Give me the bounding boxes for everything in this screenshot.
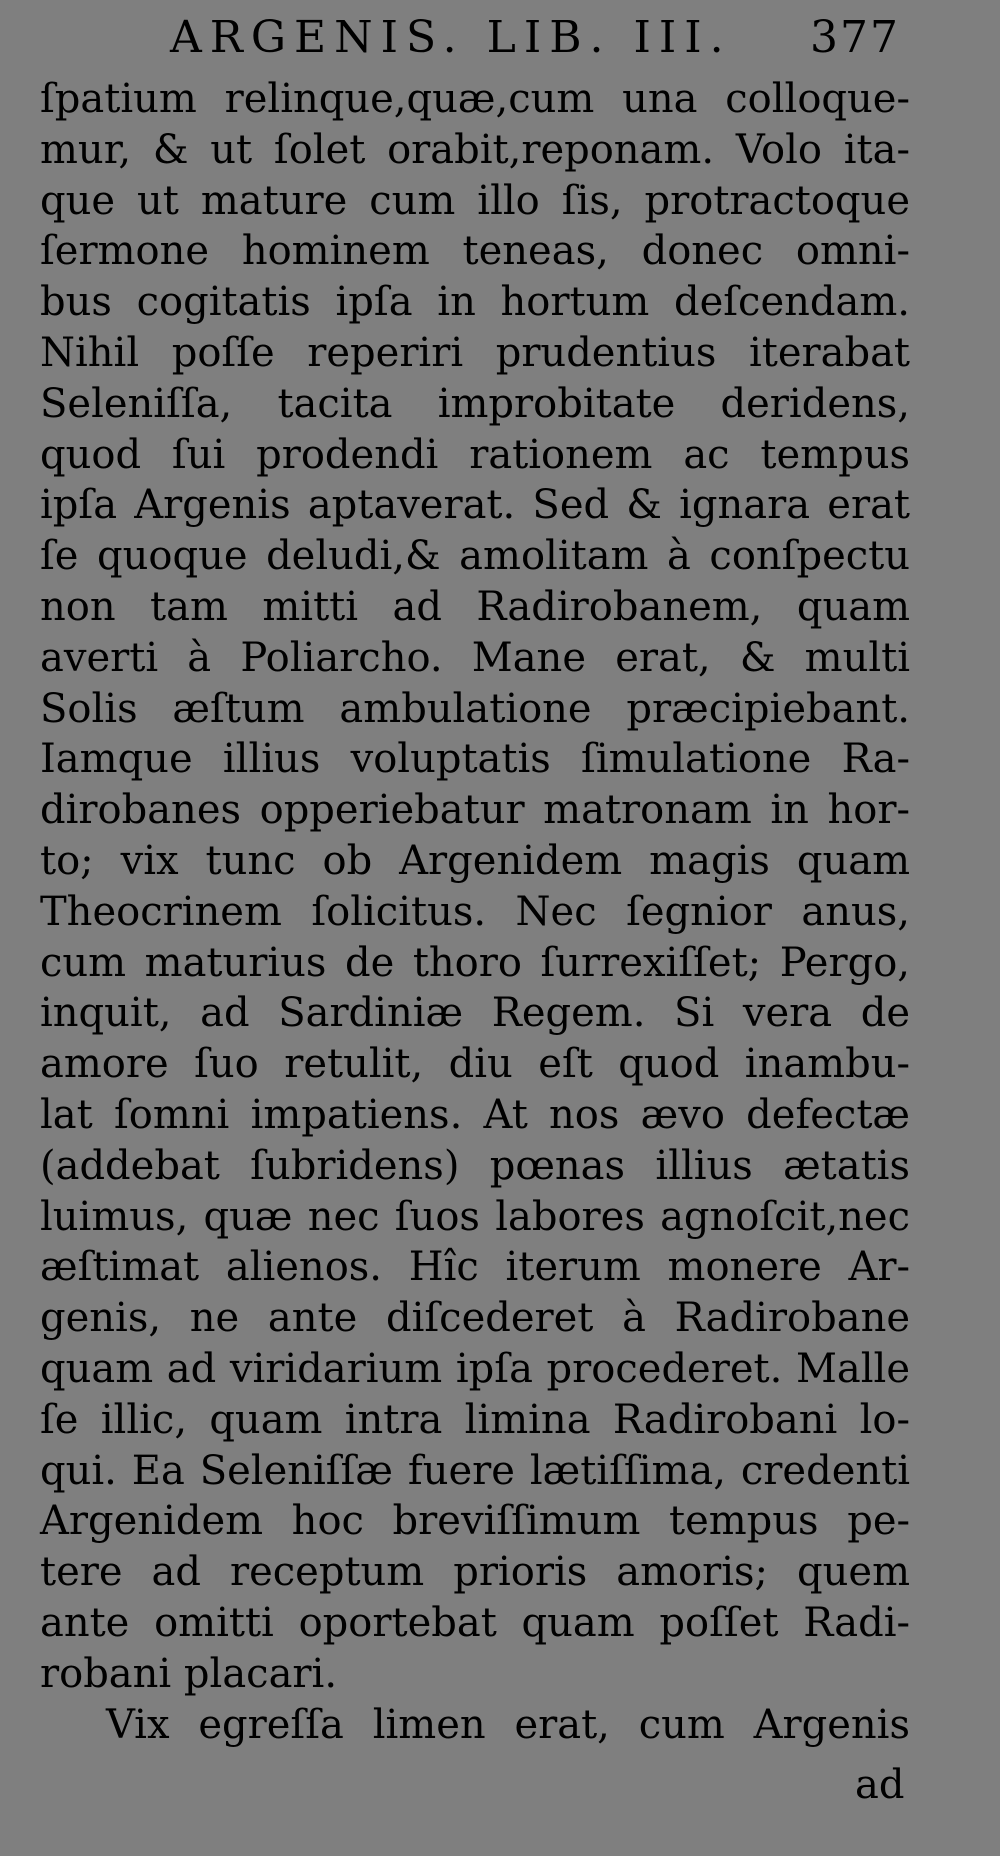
text-line: que ut mature cum illo ſis, protractoque bbox=[40, 177, 910, 224]
text-line: mur, & ut ſolet orabit,reponam. Volo ita- bbox=[40, 126, 910, 173]
text-line: bus cogitatis ipſa in hortum deſcendam. bbox=[40, 279, 910, 326]
text-line: lat ſomni impatiens. At nos ævo defectæ bbox=[40, 1091, 910, 1138]
text-line: Iamque illius voluptatis ſimulatione Ra- bbox=[40, 736, 910, 783]
body-text bbox=[40, 74, 910, 1750]
text-line: ſermone hominem teneas, donec omni- bbox=[40, 228, 910, 275]
text-line: Solis æſtum ambulatione præcipiebant. bbox=[40, 685, 910, 732]
text-line: inquit, ad Sardiniæ Regem. Si vera de bbox=[40, 990, 910, 1037]
text-line: ſe illic, quam intra limina Radirobani lo- bbox=[40, 1396, 910, 1443]
text-line: ſpatium relinque,quæ,cum una colloque- bbox=[40, 76, 910, 122]
text-line: quod ſui prodendi rationem ac tempus bbox=[40, 431, 910, 478]
running-title: ARGENIS. LIB. III. bbox=[170, 12, 732, 63]
text-line: non tam mitti ad Radirobanem, quam bbox=[40, 583, 910, 630]
text-line: amore ſuo retulit, diu eſt quod inambu- bbox=[40, 1041, 910, 1088]
text-line: tere ad receptum prioris amoris; quem bbox=[40, 1549, 910, 1596]
paragraph-end-line: robani placari. bbox=[40, 1650, 338, 1697]
text-line: quam ad viridarium ipſa procederet. Malle bbox=[40, 1345, 910, 1392]
text-line: æſtimat alienos. Hîc iterum monere Ar- bbox=[40, 1244, 910, 1291]
text-line: ante omitti oportebat quam poſſet Radi- bbox=[40, 1599, 910, 1646]
paragraph-start-line: Vix egreſſa limen erat, cum Argenis bbox=[106, 1701, 910, 1748]
text-line: (addebat ſubridens) pœnas illius ætatis bbox=[40, 1142, 910, 1189]
text-line: averti à Poliarcho. Mane erat, & multi bbox=[40, 634, 910, 681]
text-line: cum maturius de thoro ſurrexiſſet; Pergo, bbox=[40, 939, 910, 986]
text-line: Argenidem hoc breviſſimum tempus pe- bbox=[40, 1498, 910, 1545]
text-line: dirobanes opperiebatur matronam in hor- bbox=[40, 787, 910, 834]
text-line: to; vix tunc ob Argenidem magis quam bbox=[40, 837, 910, 884]
text-line: luimus, quæ nec ſuos labores agnoſcit,nec bbox=[40, 1193, 910, 1240]
page-number: 377 bbox=[810, 12, 900, 63]
text-line: genis, ne ante diſcederet à Radirobane bbox=[40, 1295, 910, 1342]
text-line: Nihil poſſe reperiri prudentius iterabat bbox=[40, 329, 910, 376]
catchword: ad bbox=[855, 1762, 905, 1808]
text-line: Seleniſſa, tacita improbitate deridens, bbox=[40, 380, 910, 427]
text-line: qui. Ea Seleniſſæ fuere lætiſſima, credenti bbox=[40, 1447, 910, 1494]
text-line: Theocrinem ſolicitus. Nec ſegnior anus, bbox=[40, 888, 910, 935]
text-line: ſe quoque deludi,& amolitam à conſpectu bbox=[40, 533, 910, 580]
running-header bbox=[170, 8, 930, 68]
text-line: ipſa Argenis aptaverat. Sed & ignara erat bbox=[40, 482, 910, 529]
